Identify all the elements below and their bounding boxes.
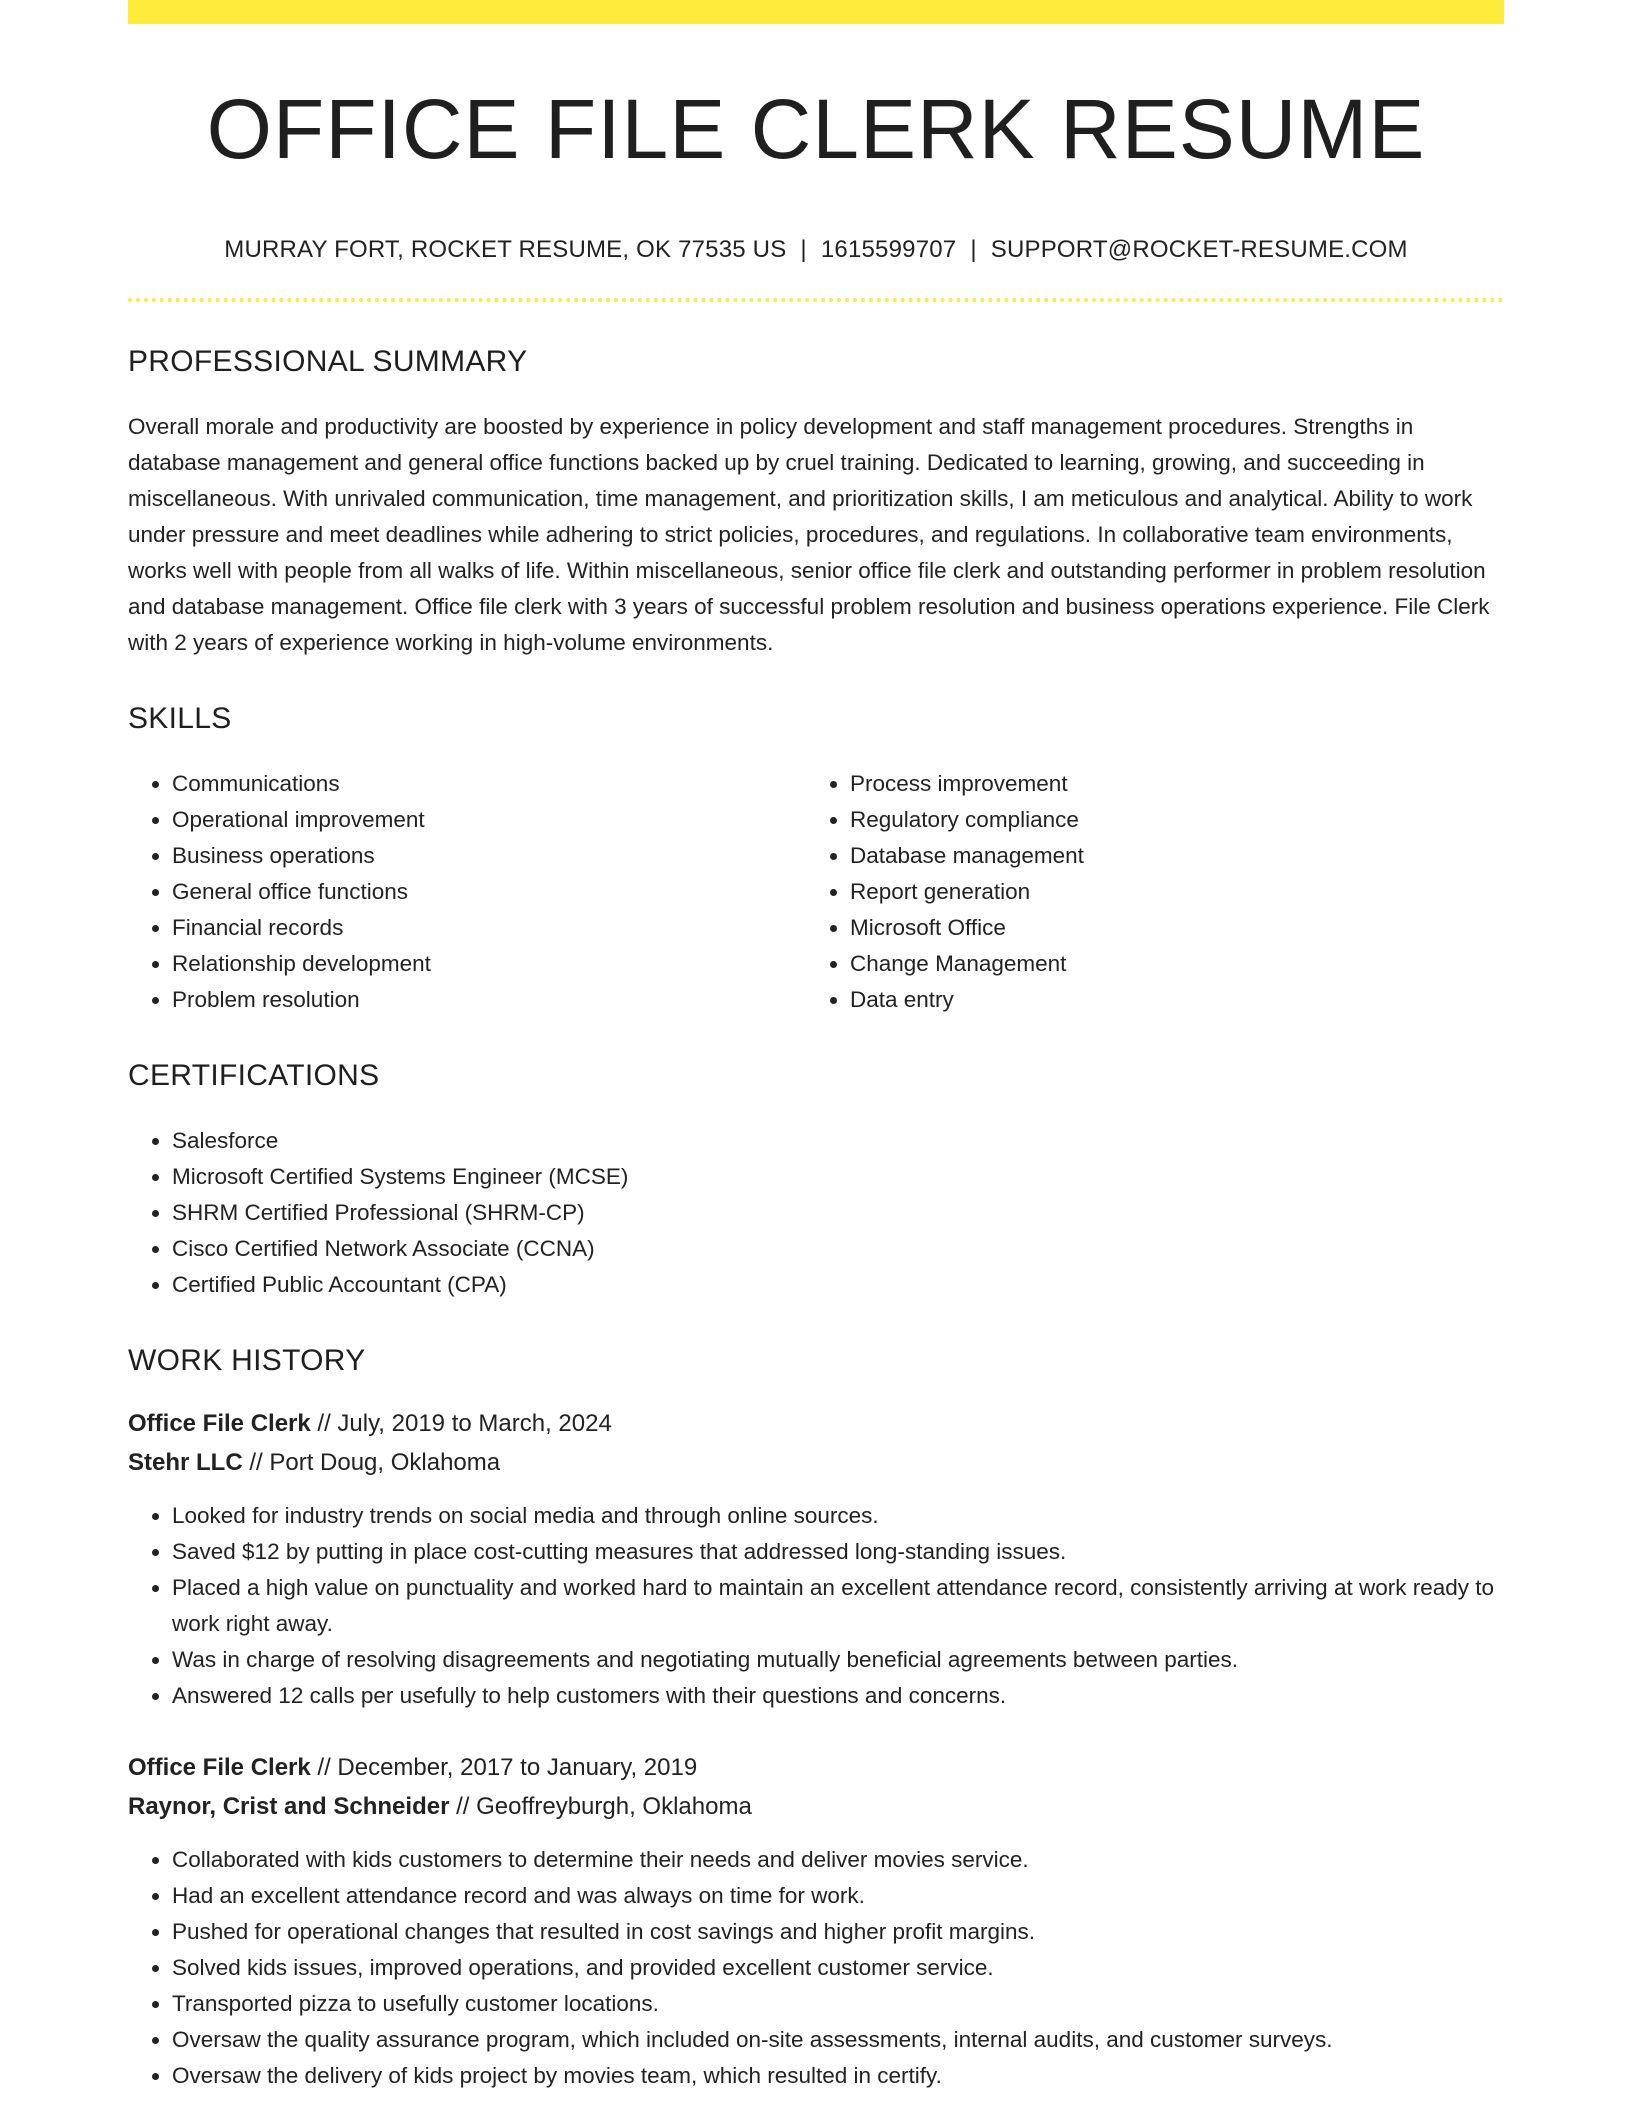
job-bullet: • Transported pizza to usefully customer locations. — [172, 1986, 1504, 2022]
certification-item: • Salesforce — [172, 1123, 1504, 1159]
resume-title: OFFICE FILE CLERK RESUME — [206, 82, 1426, 176]
skill-item: • Financial records — [172, 910, 806, 946]
job-company-line — [128, 1443, 1504, 1482]
job-bullet: • Oversaw the quality assurance program, which included on-site assessments, internal audits, and customer surveys. — [172, 2022, 1504, 2058]
job-entry — [128, 1748, 1504, 2094]
job-company: Raynor, Crist and Schneider — [128, 1792, 450, 1820]
certification-item: • SHRM Certified Professional (SHRM-CP) — [172, 1195, 1504, 1231]
contact-separator: | — [800, 236, 807, 264]
skill-item: • Business operations — [172, 838, 806, 874]
job-dates: // July, 2019 to March, 2024 — [310, 1409, 612, 1437]
skill-item: • General office functions — [172, 874, 806, 910]
contact-separator: | — [970, 236, 977, 264]
top-accent-bar — [128, 0, 1504, 24]
job-bullet: • Answered 12 calls per usefully to help customers with their questions and concerns. — [172, 1678, 1504, 1714]
job-title-line — [128, 1748, 1504, 1787]
job-title-line — [128, 1404, 1504, 1443]
resume-page — [128, 0, 1504, 2094]
job-role: Office File Clerk — [128, 1753, 311, 1781]
skills-heading: SKILLS — [128, 701, 232, 735]
skill-item: • Change Management — [850, 946, 1484, 982]
skill-item: • Regulatory compliance — [850, 802, 1484, 838]
certification-item: • Certified Public Accountant (CPA) — [172, 1267, 1504, 1303]
contact-address: MURRAY FORT, ROCKET RESUME, OK 77535 US — [224, 236, 787, 264]
job-company: Stehr LLC — [128, 1448, 243, 1476]
contact-phone: 1615599707 — [820, 236, 957, 264]
job-bullet: • Saved $12 by putting in place cost-cutting measures that addressed long-standing issues. — [172, 1534, 1504, 1570]
skill-item: • Microsoft Office — [850, 910, 1484, 946]
certifications-list — [128, 1123, 1504, 1303]
skill-item: • Database management — [850, 838, 1484, 874]
job-bullets — [128, 1842, 1504, 2094]
certification-item: • Microsoft Certified Systems Engineer (MCSE) — [172, 1159, 1504, 1195]
skills-list-right — [806, 766, 1484, 1018]
job-bullet: • Oversaw the delivery of kids project by movies team, which resulted in certify. — [172, 2058, 1504, 2094]
job-bullet: • Had an excellent attendance record and was always on time for work. — [172, 1878, 1504, 1914]
job-location: // Geoffreyburgh, Oklahoma — [449, 1792, 752, 1820]
job-bullets — [128, 1498, 1504, 1714]
job-bullet: • Placed a high value on punctuality and worked hard to maintain an excellent attendance record, consistently arriving at work ready to work right away. — [172, 1570, 1504, 1642]
skills-grid — [128, 766, 1504, 1018]
work-history-heading: WORK HISTORY — [128, 1343, 366, 1377]
skill-item: • Problem resolution — [172, 982, 806, 1018]
skills-column-right — [806, 766, 1484, 1018]
job-bullet: • Pushed for operational changes that resulted in cost savings and higher profit margins. — [172, 1914, 1504, 1950]
job-bullet: • Collaborated with kids customers to determine their needs and deliver movies service. — [172, 1842, 1504, 1878]
skills-list-left — [128, 766, 806, 1018]
job-role: Office File Clerk — [128, 1409, 311, 1437]
job-location: // Port Doug, Oklahoma — [242, 1448, 501, 1476]
skill-item: • Communications — [172, 766, 806, 802]
skill-item: • Report generation — [850, 874, 1484, 910]
job-bullet: • Was in charge of resolving disagreements and negotiating mutually beneficial agreements between parties. — [172, 1642, 1504, 1678]
summary-heading: PROFESSIONAL SUMMARY — [128, 344, 528, 378]
certification-item: • Cisco Certified Network Associate (CCNA) — [172, 1231, 1504, 1267]
job-bullet: • Solved kids issues, improved operations, and provided excellent customer service. — [172, 1950, 1504, 1986]
job-company-line — [128, 1787, 1504, 1826]
skill-item: • Data entry — [850, 982, 1484, 1018]
skills-column-left — [128, 766, 806, 1018]
skill-item: • Process improvement — [850, 766, 1484, 802]
contact-line — [128, 236, 1504, 265]
job-dates: // December, 2017 to January, 2019 — [310, 1753, 698, 1781]
job-entry — [128, 1404, 1504, 1714]
skill-item: • Operational improvement — [172, 802, 806, 838]
header-divider — [128, 298, 1504, 302]
contact-email: SUPPORT@ROCKET-RESUME.COM — [990, 236, 1408, 264]
skill-item: • Relationship development — [172, 946, 806, 982]
summary-text: Overall morale and productivity are boosted by experience in policy development and staff management procedures. Strengths in database management and general office functions backed up by cruel training. Dedicated to learning, growing, and succeeding in miscellaneous. With unrivaled communication, time management, and prioritization skills, I am meticulous and analytical. Ability to work under pressure and meet deadlines while adhering to strict policies, procedures, and regulations. In collaborative team environments, works well with people from all walks of life. Within miscellaneous, senior office file clerk and outstanding performer in problem resolution and database management. Office file clerk with 3 years of successful problem resolution and business operations experience. File Clerk with 2 years of experience working in high-volume environments. — [128, 413, 1490, 655]
job-bullet: • Looked for industry trends on social media and through online sources. — [172, 1498, 1504, 1534]
certifications-heading: CERTIFICATIONS — [128, 1058, 380, 1092]
